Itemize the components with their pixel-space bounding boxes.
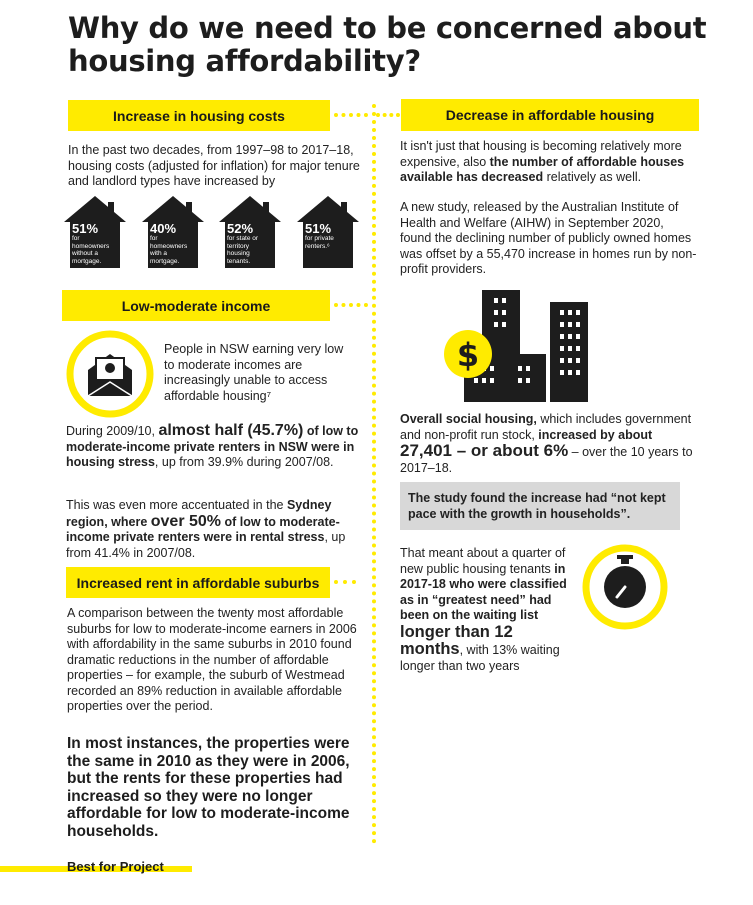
- house-card: [219, 196, 281, 268]
- banner-connector: [334, 580, 356, 584]
- income-intro-text: People in NSW earning very low to moderate incomes are increasingly unable to access affordable housing⁷: [164, 342, 344, 403]
- banner-connector: [334, 113, 368, 117]
- study-quote-box: The study found the increase had “not kept pace with the growth in households”.: [400, 482, 680, 530]
- banner-decrease-affordable: Decrease in affordable housing: [401, 99, 699, 131]
- house-card: [142, 196, 204, 268]
- buildings-dollar-icon: [440, 288, 590, 404]
- house-pct: 51%: [72, 221, 99, 236]
- house-caption: for state or territory housing tenants.: [227, 235, 259, 265]
- sydney-stat-paragraph: This was even more accentuated in the Sydney region, where over 50% of low to moderate-income private renters were in rental stress, up from 41.4% in 2007/08.: [66, 498, 346, 560]
- page-title: Why do we need to be concerned about housing affordability?: [68, 11, 707, 78]
- house-pct: 40%: [150, 221, 177, 236]
- house-card: [64, 196, 126, 268]
- social-housing-stat: Overall social housing, which includes government and non-profit run stock, increased by about 27,401 – or about 6% – over the 10 years to 2017–18.: [400, 412, 693, 475]
- banner-housing-costs: Increase in housing costs: [68, 100, 330, 131]
- aihw-study-text: A new study, released by the Australian Institute of Health and Welfare (AIHW) in September 2020, found the declining number of publicly owned homes was offset by a 55,470 increase in homes run by non-profit providers.: [400, 200, 697, 276]
- house-caption: for private renters.⁶: [305, 235, 334, 250]
- column-divider: [372, 104, 376, 844]
- house-caption: for homeowners without a mortgage.: [72, 235, 110, 265]
- banner-affordable-suburbs: Increased rent in affordable suburbs: [66, 567, 330, 598]
- income-stat-paragraph: During 2009/10, almost half (45.7%) of low to moderate-income private renters in NSW were in housing stress, up from 39.9% during 2007/08.: [66, 422, 359, 469]
- house-card: [297, 196, 359, 268]
- banner-connector: [334, 303, 368, 307]
- waiting-list-text: That meant about a quarter of new public housing tenants in 2017-18 who were classified as in “greatest need” had been on the waiting list longer than 12 months, with 13% waiting longer than two years: [400, 546, 567, 673]
- banner-low-moderate-income: Low-moderate income: [62, 290, 330, 321]
- footer-label: Best for Project: [67, 859, 164, 874]
- house-caption: for homeowners with a mortgage.: [150, 235, 188, 265]
- decrease-intro: It isn't just that housing is becoming relatively more expensive, also the number of affordable houses available has decreased relatively as well.: [400, 139, 685, 184]
- house-pct: 51%: [305, 221, 332, 236]
- banner-connector: [376, 113, 400, 117]
- suburbs-text: A comparison between the twenty most affordable suburbs for low to moderate-income earners in 2006 with affordability in the same suburbs in 2010 found dramatic reductions in the number of affordable properties – for example, the suburb of Westmead recorded an 89% reduction in available affordable properties over the period.: [67, 606, 357, 713]
- svg-text:$: $: [456, 336, 480, 374]
- suburbs-emphasis: In most instances, the properties were the same in 2010 as they were in 2006, but the rents for these properties had increased so they were no longer affordable for low to moderate-income households.: [67, 735, 350, 840]
- house-pct: 52%: [227, 221, 254, 236]
- envelope-money-icon: [66, 330, 154, 418]
- housing-costs-text: In the past two decades, from 1997–98 to 2017–18, housing costs (adjusted for inflation) for major tenure and landlord types have increased by: [68, 143, 360, 188]
- stopwatch-icon: [582, 544, 668, 630]
